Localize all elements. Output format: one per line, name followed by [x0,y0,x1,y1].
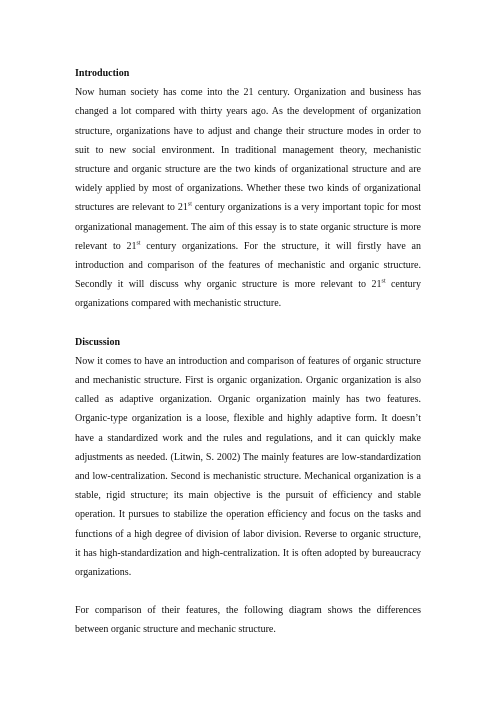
introduction-heading: Introduction [75,68,130,79]
intro-text-2: century organizations is a very important topic for most organizational management. The aim of this essay is to state organic structure is more relevant to 21 [75,202,421,252]
discussion-paragraph-2: For comparison of their features, the following diagram shows the differences between organic structure and mechanic structure. [75,605,421,636]
introduction-paragraph [75,83,421,313]
intro-text-1: Now human society has come into the 21 century. Organization and business has changed a lot compared with thirty years ago. As the development of organization structure, organizations have to adjust and change their structure modes in order to suit to new social environment. In traditional management theory, mechanistic structure and organic structure are the two kinds of organizational structure and are widely applied by most of organizations. Whether these two kinds of organizational structures are relevant to 21 [75,87,421,214]
ordinal-suffix: st [136,240,141,247]
document-page [75,64,421,640]
ordinal-suffix: st [381,278,386,285]
discussion-paragraph-1: Now it comes to have an introduction and comparison of features of organic structure and mechanistic structure. First is organic organization. Organic organization is also called as adaptive organization. Organic organization mainly has two features. Organic-type organization is a loose, flexible and highly adaptive form. It doesn’t have a standardized work and the rules and regulations, and it can quickly make adjustments as needed. (Litwin, S. 2002) The mainly features are low-standardization and low-centralization. Second is mechanistic structure. Mechanical organization is a stable, rigid structure; its main objective is the pursuit of efficiency and stable operation. It pursues to stabilize the operation efficiency and focus on the tasks and functions of a high degree of division of labor division. Reverse to organic structure, it has high-standardization and high-centralization. It is often adopted by bureaucracy organizations. [75,355,421,579]
intro-text-4: century organizations compared with mechanistic structure. [75,279,421,310]
intro-text-3: century organizations. For the structure, it will firstly have an introduction and comparison of the features of mechanistic and organic structure. Secondly it will discuss why organic structure is more relevant to 21 [75,240,421,291]
discussion-heading: Discussion [75,336,121,348]
ordinal-suffix: st [187,202,192,209]
